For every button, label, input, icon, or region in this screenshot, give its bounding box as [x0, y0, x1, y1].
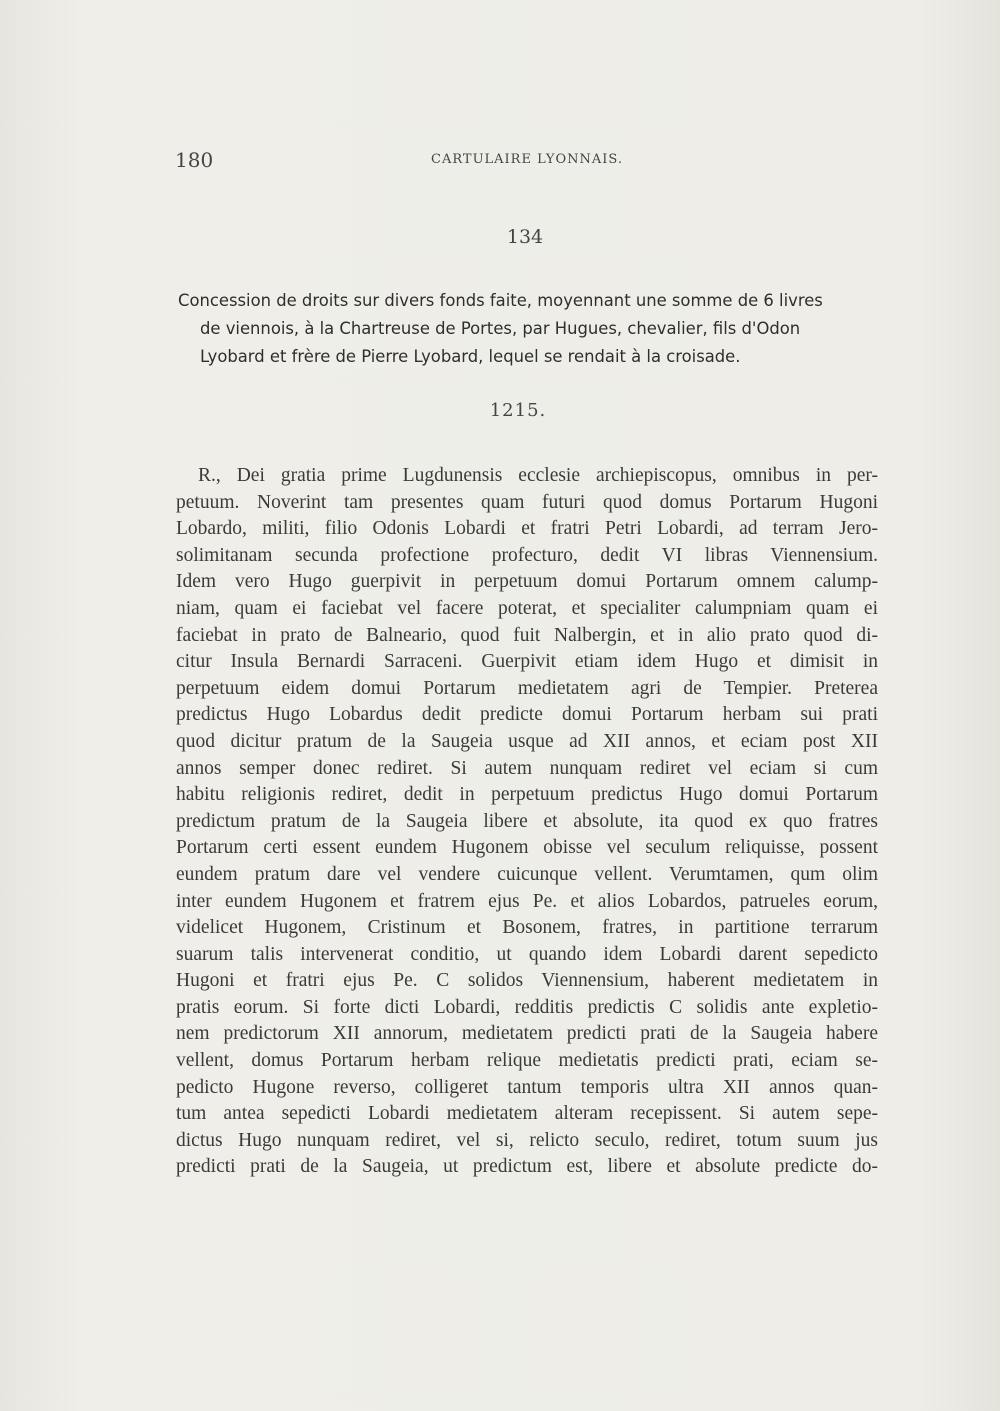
text-line: videlicet Hugonem, Cristinum et Bosonem, fratres, in partitione terrarum [176, 917, 878, 939]
text-line: citur Insula Bernardi Sarraceni. Guerpivit etiam idem Hugo et dimisit in [176, 651, 878, 673]
text-line: faciebat in prato de Balneario, quod fuit Nalbergin, et in alio prato quod di- [176, 624, 878, 646]
text-line: niam, quam ei faciebat vel facere poterat, et specialiter calumpniam quam ei [176, 597, 878, 619]
text-line: nem predictorum XII annorum, medietatem predicti prati de la Saugeia habere [176, 1023, 878, 1045]
text-line: predictus Hugo Lobardus dedit predicte domui Portarum herbam sui prati [176, 704, 878, 726]
charter-text [176, 463, 878, 1181]
charter-date: 1215. [489, 400, 547, 421]
text-line: eundem pratum dare vel vendere cuicunque vellent. Verumtamen, qum olim [176, 863, 878, 885]
text-line: Idem vero Hugo guerpivit in perpetuum domui Portarum omnem calump- [176, 571, 878, 593]
text-line: pratis eorum. Si forte dicti Lobardi, redditis predictis C solidis ante expletio- [176, 996, 878, 1018]
text-line: tum antea sepedicti Lobardi medietatem alteram recepissent. Si autem sepe- [176, 1103, 878, 1125]
text-line: habitu religionis rediret, dedit in perpetuum predictus Hugo domui Portarum [176, 784, 878, 806]
text-line: Lobardo, militi, filio Odonis Lobardi et fratri Petri Lobardi, ad terram Jero- [176, 518, 878, 540]
text-line: R., Dei gratia prime Lugdunensis ecclesie archiepiscopus, omnibus in per- [198, 465, 878, 486]
charter-number: 134 [506, 226, 544, 248]
text-line: predicti prati de la Saugeia, ut predictum est, libere et absolute predicte do- [176, 1156, 878, 1178]
text-line: perpetuum eidem domui Portarum medietatem agri de Tempier. Preterea [176, 677, 878, 699]
text-line: inter eundem Hugonem et fratrem ejus Pe. et alios Lobardos, patrueles eorum, [176, 890, 878, 912]
text-line: dictus Hugo nunquam rediret, vel si, relicto seculo, rediret, totum suum jus [176, 1129, 878, 1151]
page-number: 180 [175, 148, 214, 172]
text-line: vellent, domus Portarum herbam relique medietatis predicti prati, eciam se- [176, 1050, 878, 1072]
text-line: quod dicitur pratum de la Saugeia usque ad XII annos, et eciam post XII [176, 730, 878, 752]
text-line: predictum pratum de la Saugeia libere et absolute, ita quod ex quo fratres [176, 810, 878, 832]
text-line: pedicto Hugone reverso, colligeret tantum temporis ultra XII annos quan- [176, 1076, 878, 1098]
summary-line: de viennois, à la Chartreuse de Portes, par Hugues, chevalier, fils d'Odon [200, 319, 801, 338]
summary-line: Concession de droits sur divers fonds faite, moyennant une somme de 6 livres [178, 291, 823, 310]
charter-summary [178, 287, 898, 371]
text-line: Portarum certi essent eundem Hugonem obisse vel seculum reliquisse, possent [176, 837, 878, 859]
running-head [175, 140, 875, 180]
text-line: suarum talis intervenerat conditio, ut quando idem Lobardi darent sepedicto [176, 943, 878, 965]
text-line: Hugoni et fratri ejus Pe. C solidos Viennensium, haberent medietatem in [176, 970, 878, 992]
text-line: solimitanam secunda profectione profecturo, dedit VI libras Viennensium. [176, 544, 878, 566]
text-line: annos semper donec rediret. Si autem nunquam rediret vel eciam si cum [176, 757, 878, 779]
text-line: petuum. Noverint tam presentes quam futuri quod domus Portarum Hugoni [176, 491, 878, 513]
summary-line: Lyobard et frère de Pierre Lyobard, lequel se rendait à la croisade. [200, 347, 741, 366]
running-title: CARTULAIRE LYONNAIS. [431, 152, 623, 167]
